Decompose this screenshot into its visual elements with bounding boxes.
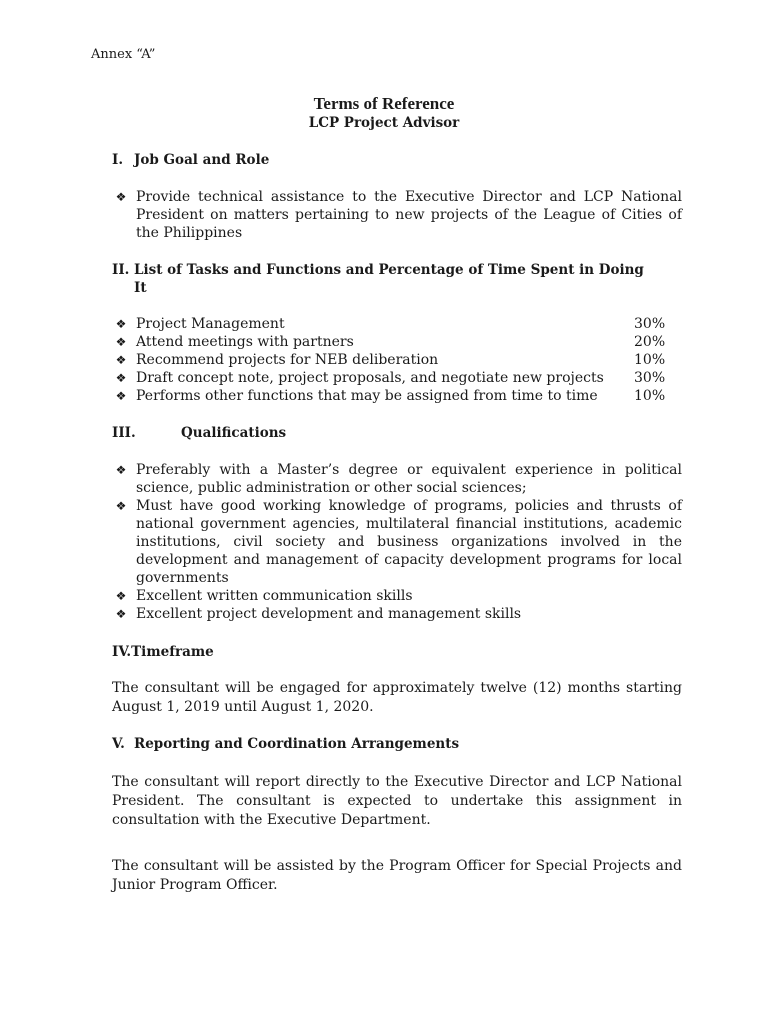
list-item-text: Provide technical assistance to the Executive Director and LCP National President on matters pertaining to new projects of the League of Cities of the Philippines — [136, 189, 682, 241]
task-text: Attend meetings with partners — [136, 334, 354, 350]
list-item — [112, 188, 682, 242]
task-list — [112, 315, 682, 405]
diamond-bullet-icon: ❖ — [115, 371, 127, 385]
section-heading — [112, 643, 682, 661]
section-job-goal-bullets — [112, 188, 682, 242]
document-subtitle: LCP Project Advisor — [308, 115, 460, 131]
diamond-bullet-icon: ❖ — [115, 353, 127, 367]
diamond-bullet-icon: ❖ — [115, 190, 127, 204]
list-item — [112, 497, 682, 587]
section-number: I. — [112, 152, 124, 168]
qualifications-list — [112, 461, 682, 623]
diamond-bullet-icon: ❖ — [115, 607, 127, 621]
diamond-bullet-icon: ❖ — [115, 499, 127, 513]
section-title: Job Goal and Role — [134, 152, 270, 168]
section-number: II. — [112, 262, 130, 278]
list-item-text: Excellent project development and management skills — [136, 606, 522, 622]
task-percentage: 30% — [634, 370, 666, 386]
section-job-goal — [112, 151, 682, 169]
task-text: Performs other functions that may be assigned from time to time — [136, 388, 598, 404]
reporting-text-2 — [112, 857, 682, 895]
list-item — [112, 587, 682, 605]
task-row — [112, 369, 682, 387]
section-heading — [112, 735, 682, 753]
diamond-bullet-icon: ❖ — [115, 335, 127, 349]
section-timeframe — [112, 643, 682, 661]
section-heading — [112, 424, 682, 442]
task-percentage: 10% — [634, 388, 666, 404]
section-title-continued: It — [134, 280, 147, 296]
paragraph: The consultant will report directly to the Executive Director and LCP National President. The consultant is expected to undertake this assignment in consultation with the Executive Department. — [112, 774, 682, 828]
task-row — [112, 315, 682, 333]
diamond-bullet-icon: ❖ — [115, 317, 127, 331]
task-text: Recommend projects for NEB deliberation — [136, 352, 439, 368]
task-text: Project Management — [136, 316, 285, 332]
section-title: Reporting and Coordination Arrangements — [134, 736, 460, 752]
section-number: III. — [112, 425, 136, 441]
section-title: List of Tasks and Functions and Percentage of Time Spent in Doing — [134, 262, 644, 278]
paragraph: The consultant will be assisted by the Program Officer for Special Projects and Junior Program Officer. — [112, 858, 682, 893]
task-row — [112, 387, 682, 405]
document-title: Terms of Reference — [313, 94, 455, 113]
section-tasks — [112, 261, 682, 297]
section-heading — [112, 151, 682, 169]
diamond-bullet-icon: ❖ — [115, 463, 127, 477]
timeframe-text — [112, 679, 682, 717]
section-number: V. — [112, 736, 125, 752]
paragraph: The consultant will be engaged for approximately twelve (12) months starting August 1, 2019 until August 1, 2020. — [112, 680, 682, 715]
task-percentage: 20% — [634, 334, 666, 350]
task-row — [112, 333, 682, 351]
list-item-text: Preferably with a Master’s degree or equivalent experience in political science, public administration or other social sciences; — [136, 462, 682, 496]
section-number: IV. — [112, 644, 132, 660]
section-heading — [112, 261, 682, 297]
list-item-text: Excellent written communication skills — [136, 588, 413, 604]
task-percentage: 30% — [634, 316, 666, 332]
list-item — [112, 605, 682, 623]
reporting-text-1 — [112, 773, 682, 830]
section-title: Qualifications — [181, 425, 287, 441]
task-text: Draft concept note, project proposals, and negotiate new projects — [136, 370, 604, 386]
task-row — [112, 351, 682, 369]
section-title: Timeframe — [131, 644, 214, 660]
task-percentage: 10% — [634, 352, 666, 368]
section-qualifications — [112, 424, 682, 442]
diamond-bullet-icon: ❖ — [115, 389, 127, 403]
section-reporting — [112, 735, 682, 753]
annex-label: Annex “A” — [91, 47, 156, 62]
diamond-bullet-icon: ❖ — [115, 589, 127, 603]
list-item-text: Must have good working knowledge of programs, policies and thrusts of national government agencies, multilateral financial institutions, academic institutions, civil society and business organizations involved in the development and management of capacity development programs for local governments — [136, 498, 682, 586]
list-item — [112, 461, 682, 497]
